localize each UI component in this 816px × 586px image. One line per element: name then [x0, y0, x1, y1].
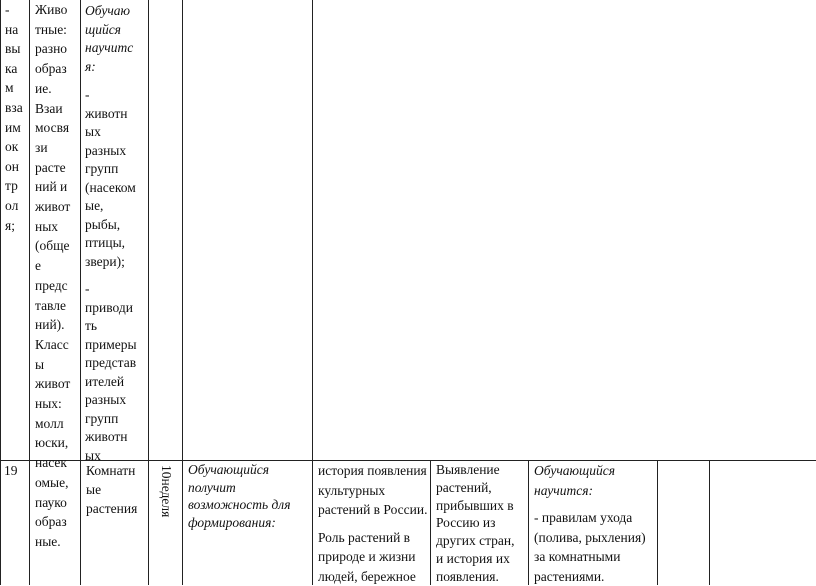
text-line: Комнатн: [86, 461, 137, 480]
text-line: ка: [5, 59, 23, 79]
text-line: культурных: [318, 481, 428, 501]
text-line: им: [5, 118, 23, 138]
text-line: птицы,: [85, 234, 137, 253]
skill-cell-text: [5, 0, 23, 235]
learn-cell-text: [534, 461, 646, 586]
text-line: разно: [35, 39, 70, 59]
activity-cell-text: [436, 461, 514, 586]
column-divider-5: [312, 0, 313, 585]
text-line: насек: [35, 453, 70, 473]
text-line: история появления: [318, 461, 428, 481]
text-line: образ: [35, 59, 70, 79]
text-line: представ: [85, 354, 137, 373]
text-line: ний и: [35, 177, 70, 197]
text-line: возможность для: [188, 496, 290, 514]
text-line: м: [5, 78, 23, 98]
text-line: -: [85, 280, 137, 299]
text-line: ых: [85, 447, 137, 466]
text-line: животн: [85, 105, 137, 124]
outcomes-cell-text: [85, 2, 137, 465]
text-line: он: [5, 157, 23, 177]
text-line: ых: [85, 123, 137, 142]
possibility-cell-text: [188, 461, 290, 531]
text-line: омые,: [35, 473, 70, 493]
text-line: растений в России.: [318, 500, 428, 520]
text-line: пауко: [35, 493, 70, 513]
outcome-heading-line: Обучаю: [85, 2, 137, 21]
text-line: юски,: [35, 433, 70, 453]
text-line: получит: [188, 479, 290, 497]
column-divider-9: [709, 460, 710, 585]
text-line: Взаи: [35, 99, 70, 119]
text-line: групп: [85, 410, 137, 429]
text-line: других стран,: [436, 532, 514, 550]
text-line: вза: [5, 98, 23, 118]
text-line: разных: [85, 142, 137, 161]
learn-heading-line: научится:: [534, 481, 646, 501]
text-line: ных: [35, 217, 70, 237]
text-line: ителей: [85, 373, 137, 392]
text-line: растения: [86, 499, 137, 518]
text-line: -: [5, 0, 23, 20]
text-line: рыбы,: [85, 216, 137, 235]
text-line: (обще: [35, 236, 70, 256]
text-line: ть: [85, 317, 137, 336]
text-line: мосвя: [35, 118, 70, 138]
text-line: примеры: [85, 336, 137, 355]
text-line: природе и жизни: [318, 547, 428, 567]
text-line: вы: [5, 39, 23, 59]
text-line: тр: [5, 176, 23, 196]
text-line: формирования:: [188, 514, 290, 532]
text-line: Выявление: [436, 461, 514, 479]
column-divider-6: [430, 460, 431, 585]
text-line: людей, бережное: [318, 567, 428, 586]
column-divider-2: [80, 0, 81, 585]
column-divider-1: [29, 0, 30, 585]
text-line: живот: [35, 374, 70, 394]
text-line: предс: [35, 276, 70, 296]
text-line: живот: [35, 197, 70, 217]
text-line: за комнатными: [534, 547, 646, 567]
text-line: ые,: [85, 197, 137, 216]
text-line: Класс: [35, 335, 70, 355]
week-label: 10неделя: [158, 465, 174, 517]
outcome-heading-line: щийся: [85, 21, 137, 40]
text-line: -: [85, 86, 137, 105]
text-line: расте: [35, 158, 70, 178]
lesson-topic: [86, 461, 137, 518]
content-cell-text: [318, 461, 428, 586]
text-line: я;: [5, 216, 23, 236]
text-line: зи: [35, 138, 70, 158]
text-line: прибывших в: [436, 497, 514, 515]
text-line: тавле: [35, 296, 70, 316]
text-line: ы: [35, 355, 70, 375]
text-line: ные.: [35, 532, 70, 552]
text-line: ных:: [35, 394, 70, 414]
text-line: Россию из: [436, 514, 514, 532]
column-divider-7: [528, 460, 529, 585]
text-line: Живо: [35, 0, 70, 20]
text-line: звери);: [85, 253, 137, 272]
text-line: ний).: [35, 315, 70, 335]
text-line: растений,: [436, 479, 514, 497]
text-line: растениями.: [534, 567, 646, 586]
text-line: на: [5, 20, 23, 40]
text-line: тные:: [35, 20, 70, 40]
text-line: разных: [85, 391, 137, 410]
text-line: Роль растений в: [318, 528, 428, 548]
column-divider-4: [182, 0, 183, 585]
text-line: животн: [85, 428, 137, 447]
learn-heading-line: Обучающийся: [534, 461, 646, 481]
text-line: и история их: [436, 550, 514, 568]
text-line: образ: [35, 512, 70, 532]
text-line: приводи: [85, 299, 137, 318]
text-line: ок: [5, 137, 23, 157]
text-line: е: [35, 256, 70, 276]
text-line: появления.: [436, 568, 514, 586]
text-line: (полива, рыхления): [534, 528, 646, 548]
column-divider-3: [148, 0, 149, 585]
text-line: - правилам ухода: [534, 508, 646, 528]
text-line: ие.: [35, 79, 70, 99]
table-border-left: [0, 0, 1, 585]
text-line: ые: [86, 480, 137, 499]
text-line: молл: [35, 414, 70, 434]
text-line: Обучающийся: [188, 461, 290, 479]
text-line: (насеком: [85, 179, 137, 198]
column-divider-8: [657, 460, 658, 585]
text-line: ол: [5, 196, 23, 216]
topic-cell-text: [35, 0, 70, 552]
outcome-heading-line: я:: [85, 58, 137, 77]
text-line: групп: [85, 160, 137, 179]
lesson-number: 19: [4, 461, 18, 481]
outcome-heading-line: научитс: [85, 39, 137, 58]
